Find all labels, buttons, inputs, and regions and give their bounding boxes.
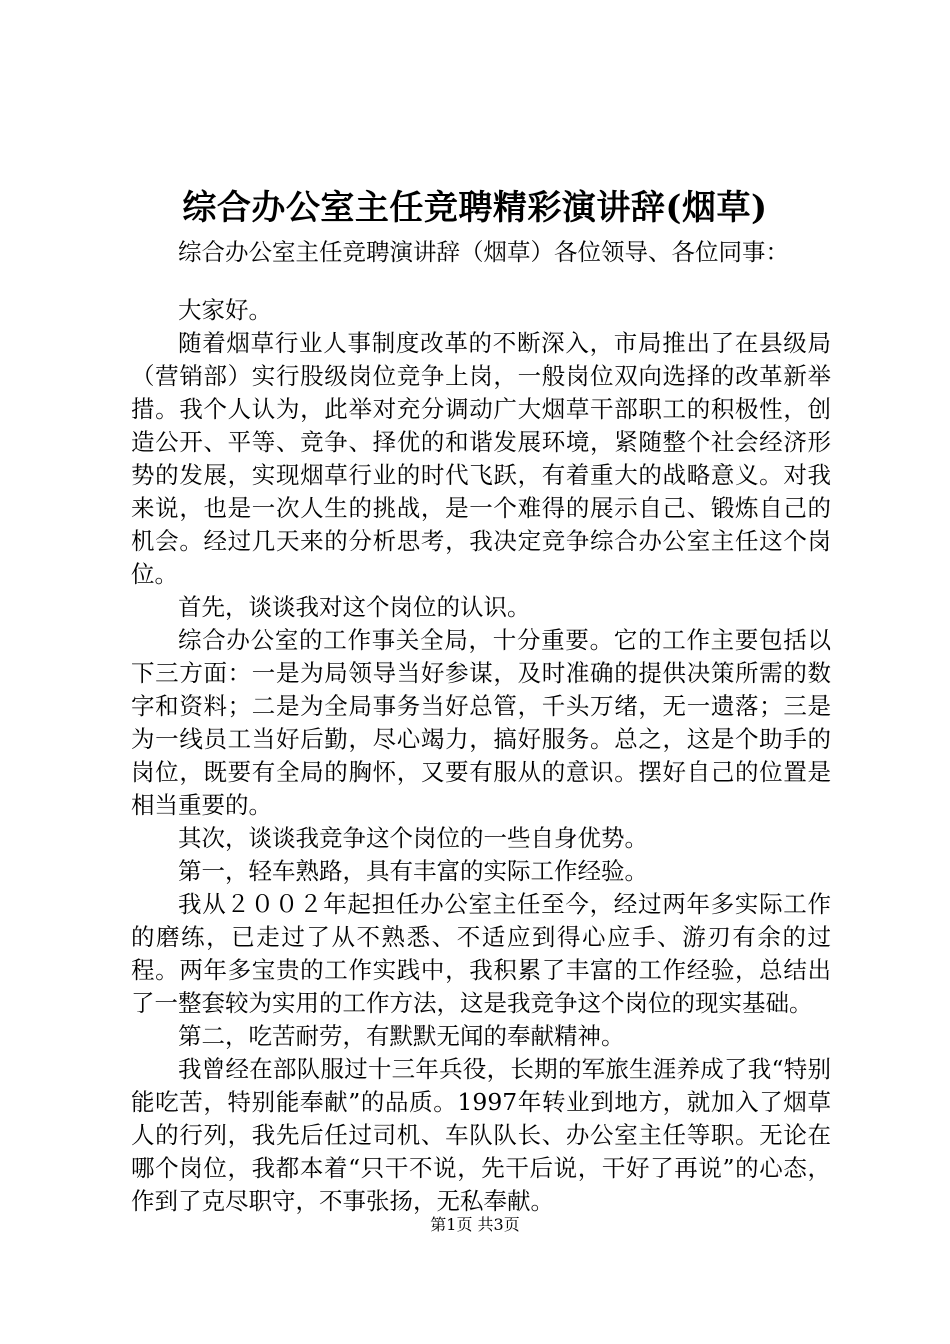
body-paragraph: 综合办公室的工作事关全局，十分重要。它的工作主要包括以下三方面：一是为局领导当好参谋，及时准确的提供决策所需的数字和资料；二是为全局事务当好总管，千头万绪，无一遗落；三是为一线员工当好后勤，尽心竭力，搞好服务。总之，这是个助手的岗位，既要有全局的胸怀，又要有服从的意识。摆好自己的位置是相当重要的。 [131, 626, 831, 819]
body-paragraph: 我曾经在部队服过十三年兵役，长期的军旅生涯养成了我“特别能吃苦，特别能奉献”的品质。1997年转业到地方，就加入了烟草人的行列，我先后任过司机、车队队长、办公室主任等职。无论在哪个岗位，我都本着“只干不说，先干后说，干好了再说”的心态，作到了克尽职守，不事张扬，无私奉献。 [131, 1055, 831, 1215]
body-paragraph: 其次，谈谈我竞争这个岗位的一些自身优势。 [178, 824, 648, 852]
body-paragraph: 第一，轻车熟路，具有丰富的实际工作经验。 [178, 857, 648, 885]
body-paragraph: 随着烟草行业人事制度改革的不断深入，市局推出了在县级局（营销部）实行股级岗位竞争上岗，一般岗位双向选择的改革新举措。我个人认为，此举对充分调动广大烟草干部职工的积极性，创造公开、平等、竞争、择优的和谐发展环境，紧随整个社会经济形势的发展，实现烟草行业的时代飞跃，有着重大的战略意义。对我来说，也是一次人生的挑战，是一个难得的展示自己、锻炼自己的机会。经过几天来的分析思考，我决定竞争综合办公室主任这个岗位。 [131, 329, 831, 588]
body-paragraph: 首先，谈谈我对这个岗位的认识。 [178, 593, 531, 621]
document-title: 综合办公室主任竞聘精彩演讲辞(烟草) [182, 188, 768, 228]
page-footer: 第1页 共3页 [430, 1215, 520, 1234]
body-paragraph: 我从２００２年起担任办公室主任至今，经过两年多实际工作的磨练，已走过了从不熟悉、不适应到得心应手、游刃有余的过程。两年多宝贵的工作实践中，我积累了丰富的工作经验，总结出了一整套较为实用的工作方法，这是我竞争这个岗位的现实基础。 [131, 890, 831, 1017]
body-paragraph: 大家好。 [178, 296, 272, 324]
body-paragraph: 第二，吃苦耐劳，有默默无闻的奉献精神。 [178, 1022, 625, 1050]
body-paragraph: 综合办公室主任竞聘演讲辞（烟草）各位领导、各位同事： [178, 238, 789, 266]
document-body [131, 236, 831, 1218]
